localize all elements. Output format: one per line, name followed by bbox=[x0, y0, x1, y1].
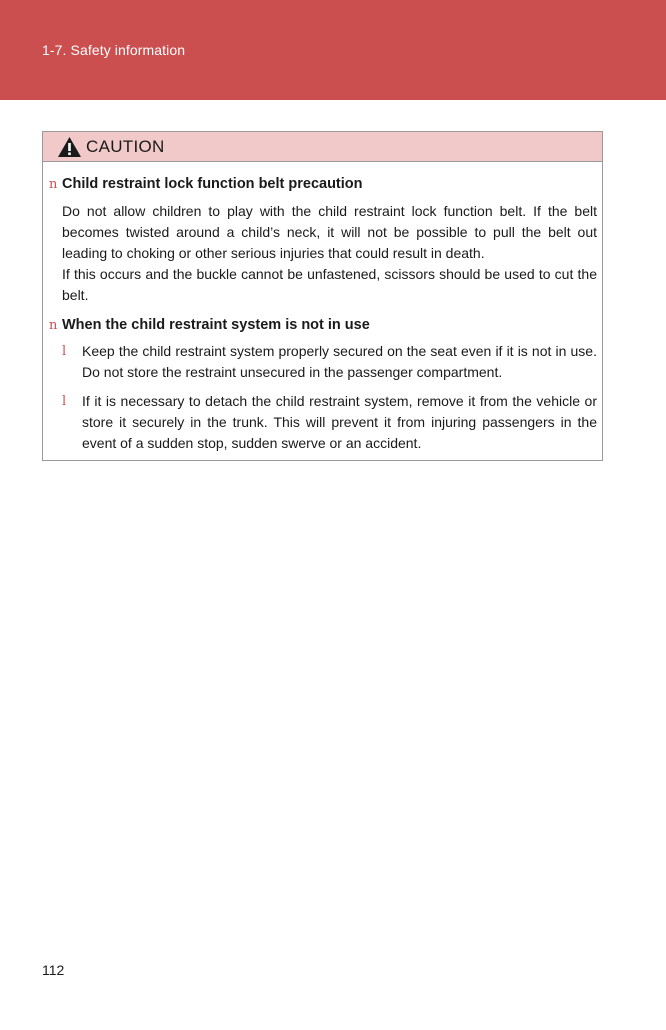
bullet-item bbox=[62, 391, 597, 454]
paragraph: If this occurs and the buckle cannot be unfastened, scissors should be used to cut the belt. bbox=[62, 266, 597, 303]
section-heading bbox=[49, 176, 597, 192]
caution-header bbox=[43, 132, 602, 162]
bullet-text: Keep the child restraint system properly secured on the seat even if it is not in use. Do not store the restraint unsecured in the passenger compartment. bbox=[82, 343, 597, 380]
header-band bbox=[0, 0, 666, 100]
bullet-text: If it is necessary to detach the child restraint system, remove it from the vehicle or store it securely in the trunk. This will prevent it from injuring passengers in the event of a sudden stop, sudden swerve or an accident. bbox=[82, 393, 597, 451]
caution-content bbox=[43, 176, 602, 454]
section-heading-text: When the child restraint system is not in use bbox=[62, 317, 370, 333]
caution-box bbox=[42, 131, 603, 461]
bullet-marker: l bbox=[62, 394, 67, 409]
section-heading bbox=[49, 317, 597, 333]
page-number: 112 bbox=[42, 962, 65, 978]
warning-triangle-icon bbox=[57, 136, 82, 158]
heading-marker: n bbox=[49, 177, 58, 192]
section-title: 1-7. Safety information bbox=[42, 42, 186, 58]
paragraph: Do not allow children to play with the child restraint lock function belt. If the belt becomes twisted around a child’s neck, it will not be possible to pull the belt out leading to choking or other serious injuries that could result in death. bbox=[62, 203, 597, 261]
caution-title: CAUTION bbox=[86, 136, 165, 156]
heading-marker: n bbox=[49, 318, 58, 333]
bullet-item bbox=[62, 341, 597, 383]
section-heading-text: Child restraint lock function belt precaution bbox=[62, 176, 363, 192]
bullet-marker: l bbox=[62, 344, 67, 359]
